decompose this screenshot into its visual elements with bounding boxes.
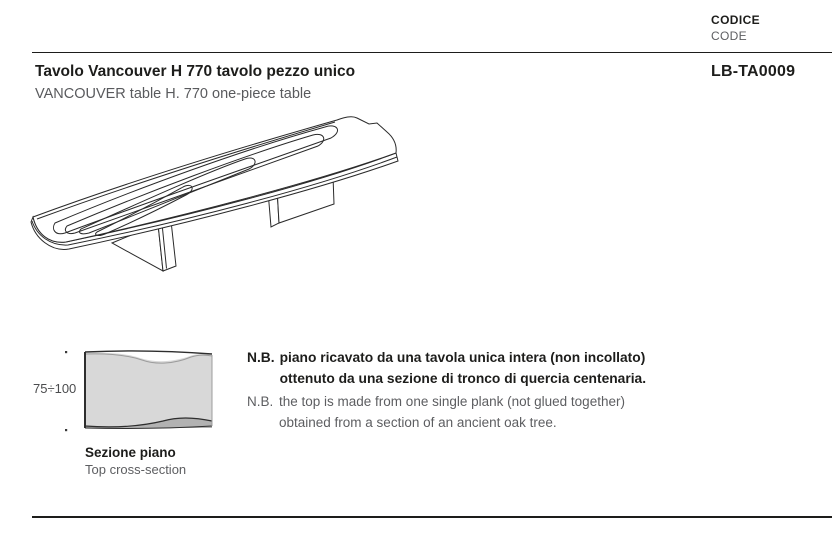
note-english [247, 391, 677, 433]
thickness-dimension: 75÷100 [33, 381, 77, 396]
cross-section-caption-italian: Sezione piano [85, 445, 176, 460]
product-code: LB-TA0009 [711, 63, 796, 80]
title-block [35, 63, 355, 103]
note-english-line-1: the top is made from one single plank (not glued together) [279, 394, 625, 409]
note-english-line-2: obtained from a section of an ancient oak tree. [279, 415, 557, 430]
note-block [247, 347, 677, 433]
table-isometric-drawing [25, 103, 425, 278]
cross-section-drawing [58, 344, 218, 438]
note-italian-line-1: piano ricavato da una tavola unica intera (non incollato) [279, 350, 646, 365]
code-label-it: CODICE [711, 13, 761, 27]
cross-section-caption-english: Top cross-section [85, 462, 187, 477]
note-italian-line-2: ottenuto da una sezione di tronco di quercia centenaria. [279, 371, 647, 386]
bottom-divider [32, 516, 832, 518]
product-title-italian: Tavolo Vancouver H 770 tavolo pezzo unico [35, 63, 356, 80]
product-title-english: VANCOUVER table H. 770 one-piece table [35, 86, 312, 103]
note-italian [247, 347, 677, 389]
note-label-italian: N.B. [247, 350, 275, 365]
note-label-english: N.B. [247, 394, 274, 409]
top-divider [32, 52, 832, 53]
code-label-en: CODE [711, 28, 747, 43]
code-header [711, 14, 760, 44]
